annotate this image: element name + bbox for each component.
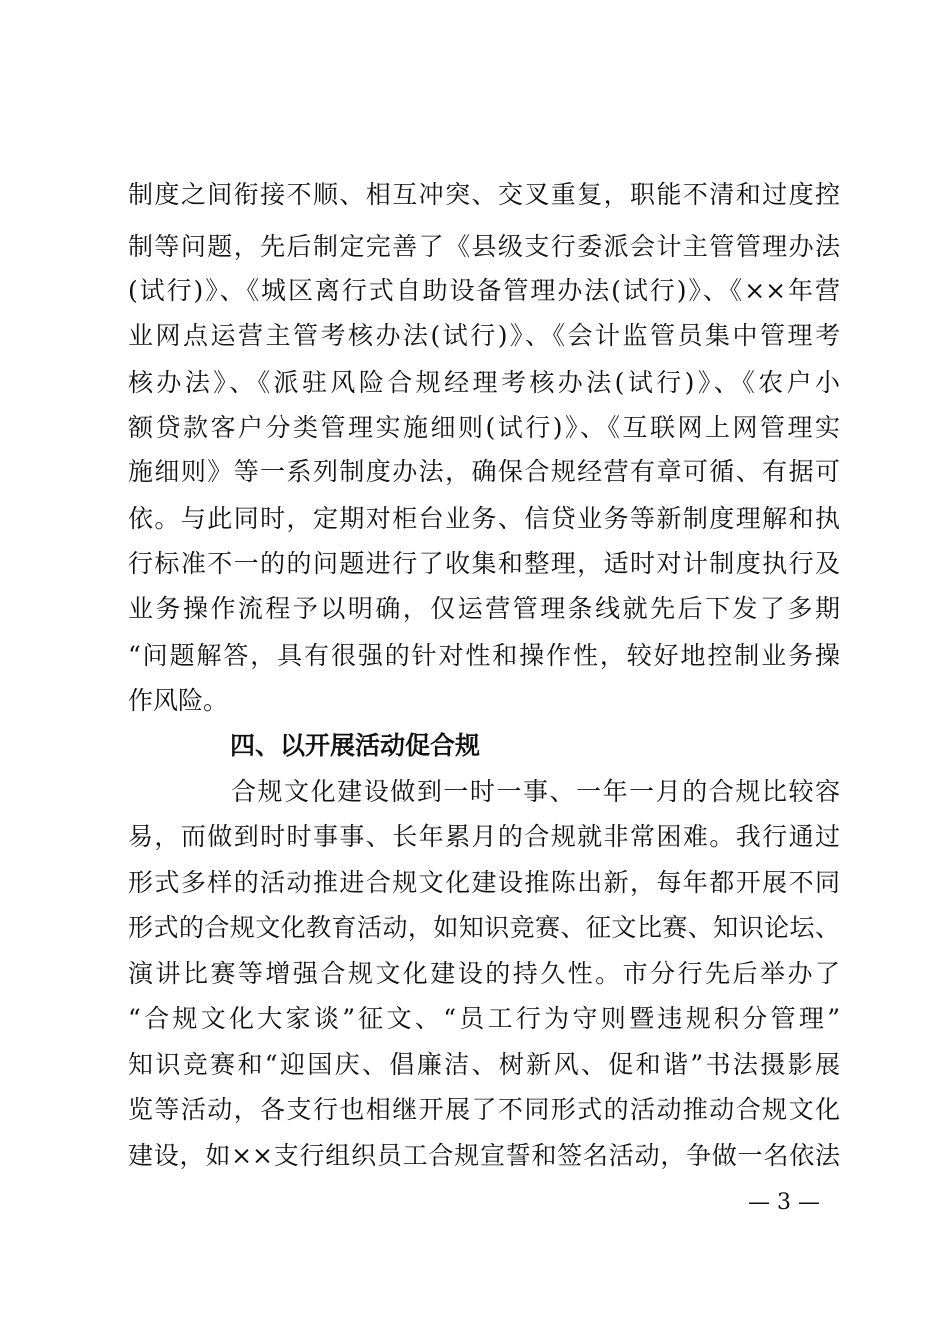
body-text-line: 形式多样的活动推进合规文化建设推陈出新，每年都开展不同 (128, 868, 840, 897)
body-text-line: (试行)》、《城区离行式自助设备管理办法(试行)》、《××年营 (128, 276, 840, 305)
body-text-line: 知识竞赛和“迎国庆、倡廉洁、树新风、促和谐”书法摄影展 (128, 1050, 840, 1079)
body-text-line: 览等活动，各支行也相继开展了不同形式的活动推动合规文化 (128, 1095, 840, 1124)
paragraph-first-line: 合规文化建设做到一时一事、一年一月的合规比较容 (231, 777, 840, 806)
body-text-line: 依。与此同时，定期对柜台业务、信贷业务等新制度理解和执 (128, 504, 840, 533)
body-text-line: “合规文化大家谈”征文、“员工行为守则暨违规积分管理” (128, 1004, 840, 1033)
body-text-line: 形式的合规文化教育活动，如知识竞赛、征文比赛、知识论坛、 (128, 913, 840, 942)
body-text-line: “问题解答，具有很强的针对性和操作性，较好地控制业务操 (128, 641, 840, 670)
body-text-line: 制度之间衔接不顺、相互冲突、交叉重复，职能不清和过度控 (128, 180, 840, 209)
body-text-line: 行标准不一的的问题进行了收集和整理，适时对计制度执行及 (128, 549, 840, 578)
page-number: — 3 — (748, 1190, 820, 1215)
body-text-line: 额贷款客户分类管理实施细则(试行)》、《互联网上网管理实 (128, 413, 840, 442)
body-text-line: 演讲比赛等增强合规文化建设的持久性。市分行先后举办了 (128, 959, 840, 988)
body-text-line: 建设，如××支行组织员工合规宣誓和签名活动，争做一名依法 (128, 1141, 840, 1170)
body-text-line: 作风险。 (128, 686, 229, 715)
body-text-line: 核办法》、《派驻风险合规经理考核办法(试行)》、《农户小 (128, 368, 840, 397)
section-heading: 四、以开展活动促合规 (230, 731, 481, 760)
body-text-line: 施细则》等一系列制度办法，确保合规经营有章可循、有据可 (128, 457, 840, 486)
body-text-line: 业网点运营主管考核办法(试行)》、《会计监管员集中管理考 (128, 321, 840, 350)
body-text-line: 易，而做到时时事事、长年累月的合规就非常困难。我行通过 (128, 822, 840, 851)
body-text-line: 制等问题，先后制定完善了《县级支行委派会计主管管理办法 (128, 232, 840, 261)
body-text-line: 业务操作流程予以明确，仅运营管理条线就先后下发了多期 (128, 594, 840, 623)
